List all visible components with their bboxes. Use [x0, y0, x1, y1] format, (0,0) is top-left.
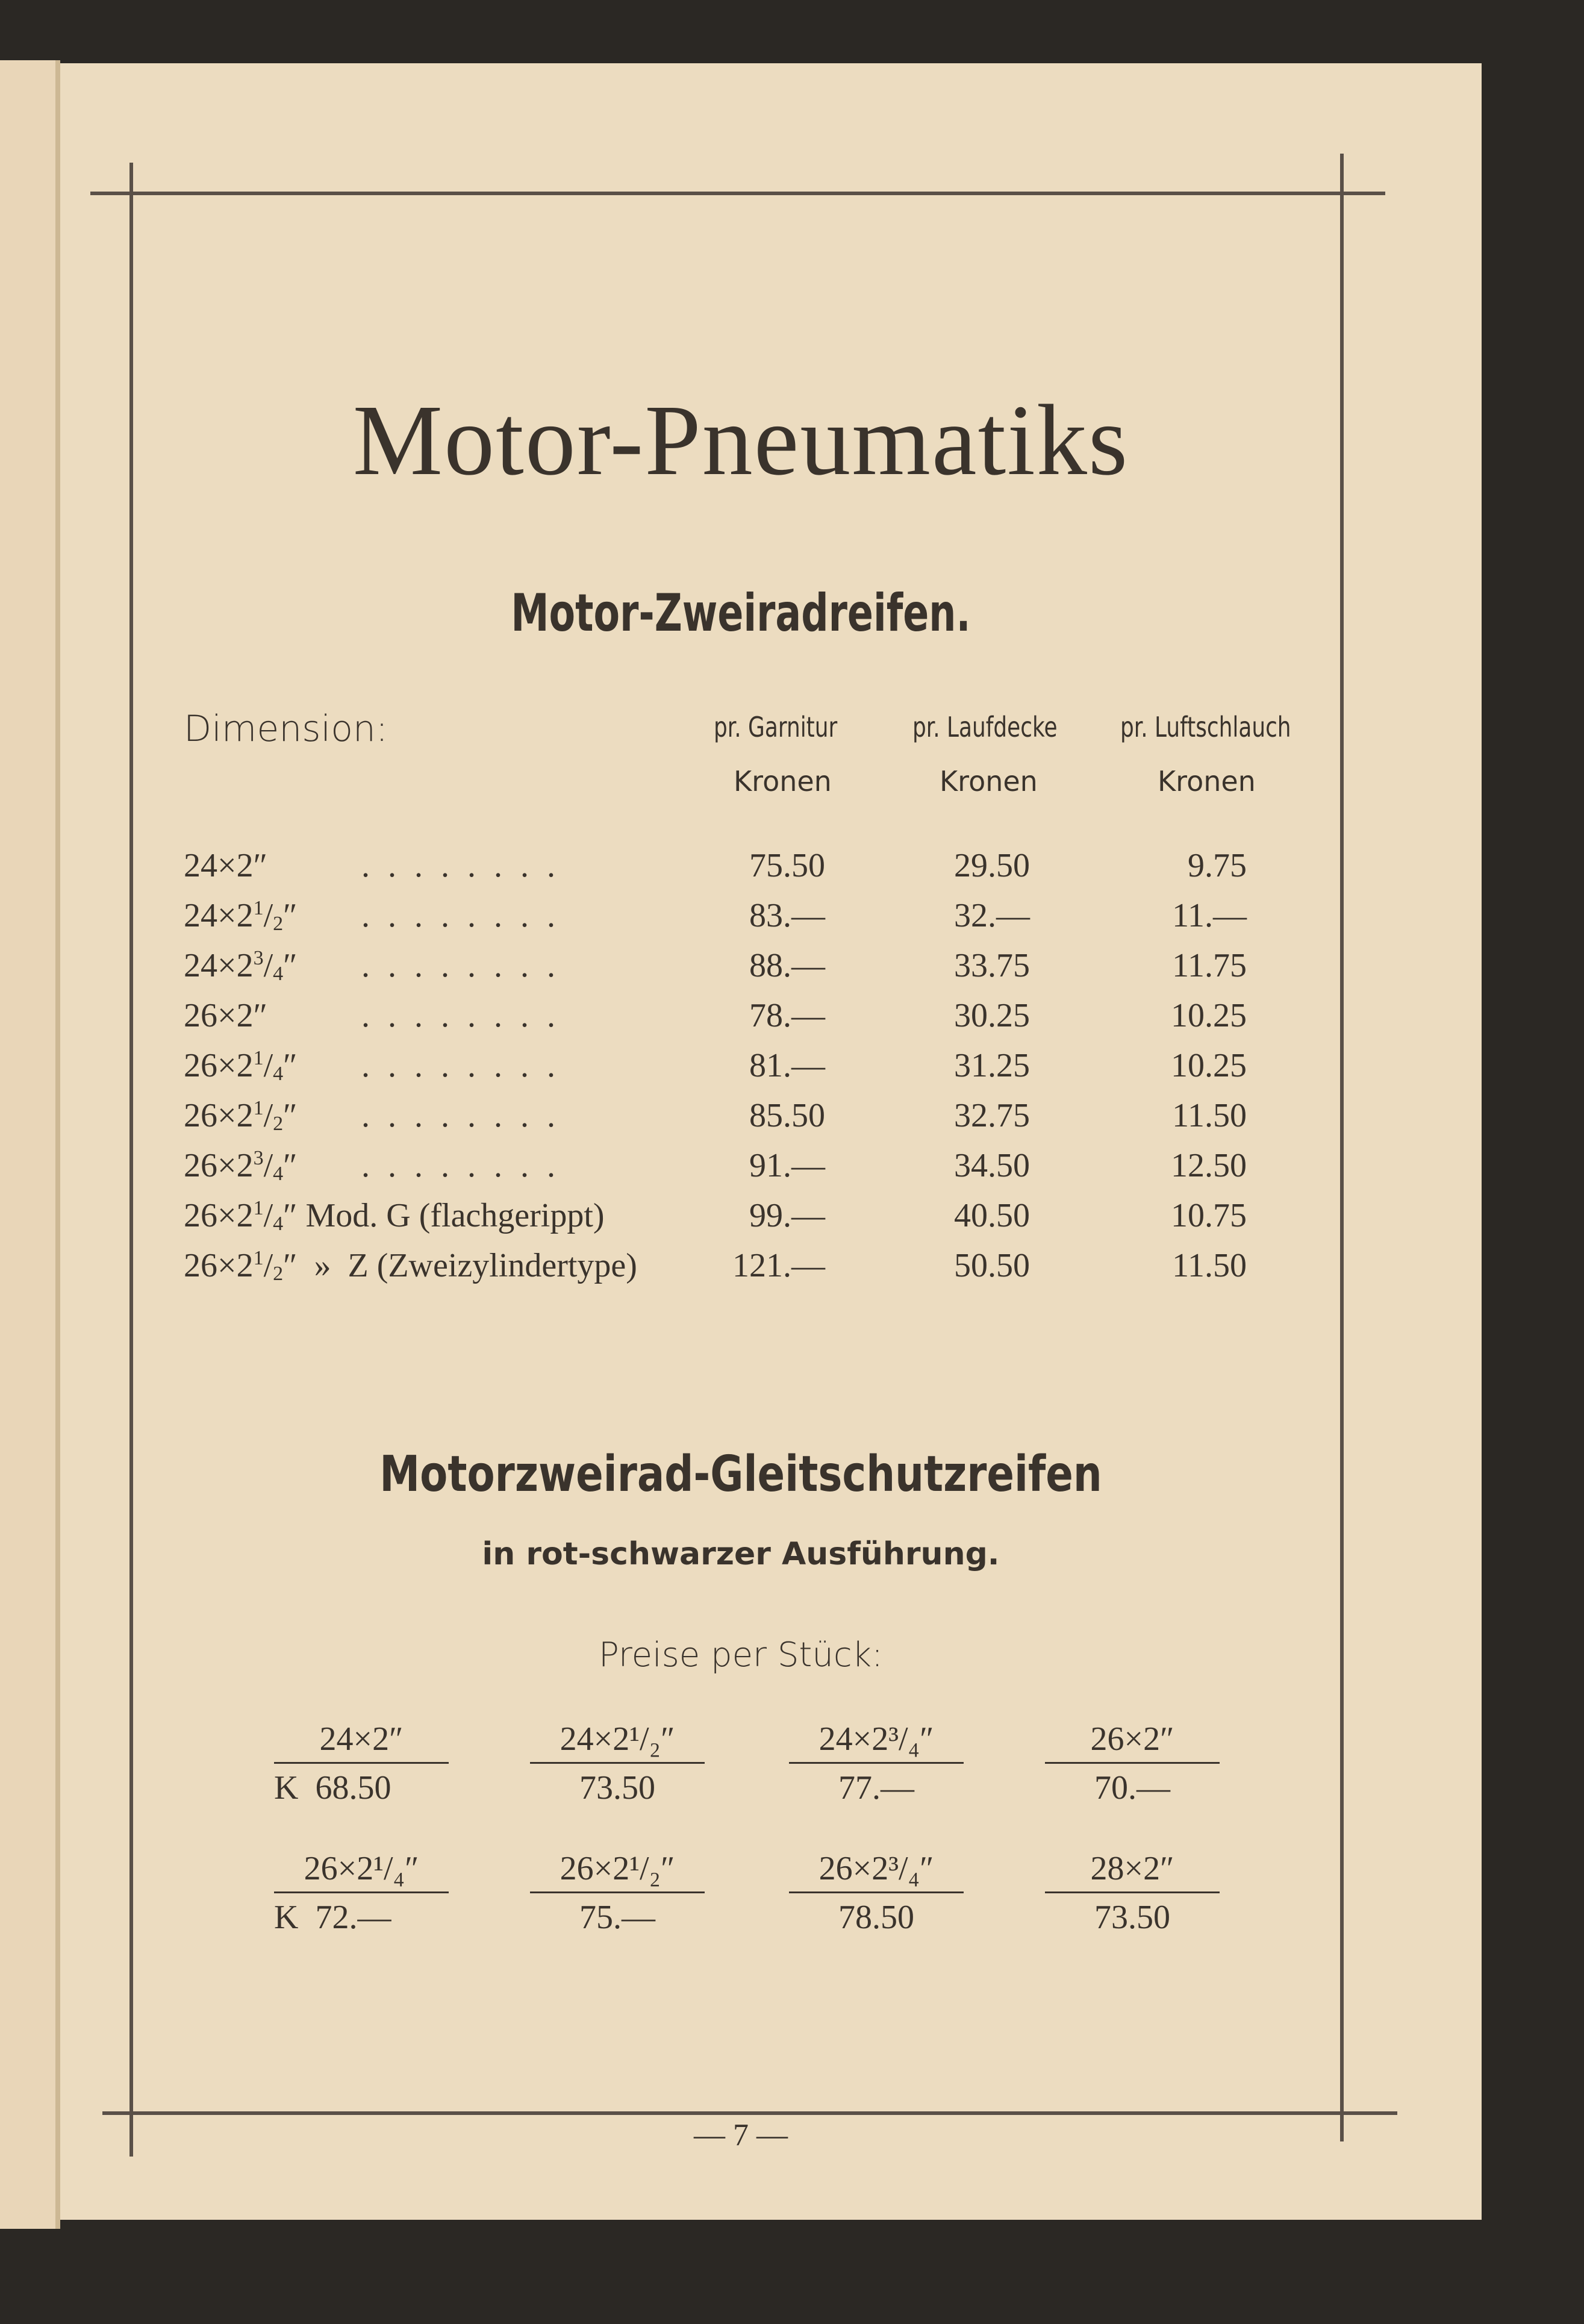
dimension-base: 26×2	[184, 1197, 254, 1234]
price-item	[789, 1849, 964, 1937]
price-laufdecke: 50.50	[954, 1247, 1030, 1284]
price-item	[530, 1720, 705, 1807]
price-item	[530, 1849, 705, 1937]
page-title: Motor-Pneumatiks	[352, 384, 1129, 496]
leader-dots: ........	[361, 997, 573, 1034]
price-garnitur: 78.—	[749, 997, 825, 1034]
table-row	[0, 1246, 1482, 1295]
dimension-suffix: ″ » Z (Zweizylindertype)	[283, 1247, 637, 1284]
unit-luftschlauch: Kronen	[1158, 765, 1256, 798]
section2-heading: Motorzweirad-Gleitschutzreifen	[379, 1446, 1102, 1503]
price-amount: 78.50	[838, 1899, 914, 1936]
tire-dimension	[184, 1246, 637, 1285]
fraction-denominator: 4	[273, 1213, 284, 1235]
dimension-base: 26×2	[184, 1247, 254, 1284]
price-laufdecke: 34.50	[954, 1147, 1030, 1184]
table-row	[0, 1196, 1482, 1245]
tire-dimension	[184, 896, 297, 936]
unit-laufdecke: Kronen	[940, 765, 1038, 798]
dimension-suffix: ″	[283, 1147, 298, 1184]
fraction-denominator: 2	[273, 1263, 284, 1285]
price-item	[274, 1849, 449, 1937]
fraction-denominator: 2	[273, 1113, 284, 1135]
frame-bottom	[102, 2111, 1397, 2115]
fraction-slash: /	[263, 1247, 273, 1284]
column-header-garnitur: pr. Garnitur	[714, 711, 838, 743]
tire-dimension	[184, 1096, 297, 1135]
price-size: 24×2¹/₂″	[530, 1720, 705, 1764]
dimension-base: 24×2	[184, 897, 254, 934]
dimension-base: 26×2	[184, 1147, 254, 1184]
table-row	[0, 946, 1482, 995]
dimension-suffix: ″	[283, 1097, 298, 1134]
price-garnitur: 88.—	[749, 947, 825, 984]
price-luftschlauch: 10.75	[1171, 1197, 1247, 1234]
price-garnitur: 99.—	[749, 1197, 825, 1234]
fraction-slash: /	[263, 1197, 273, 1234]
frame-top	[90, 192, 1385, 195]
price-item	[1045, 1849, 1220, 1937]
price-amount: 75.—	[579, 1899, 655, 1936]
fraction-numerator: 1	[253, 897, 264, 919]
price-laufdecke: 32.—	[954, 897, 1030, 934]
unit-garnitur: Kronen	[734, 765, 832, 798]
price-amount: K 68.50	[274, 1769, 391, 1807]
tire-dimension	[184, 846, 267, 885]
tire-dimension	[184, 946, 297, 986]
price-laufdecke: 31.25	[954, 1047, 1030, 1084]
price-luftschlauch: 10.25	[1171, 1047, 1247, 1084]
fraction-denominator: 4	[273, 1163, 284, 1185]
price-amount: K 72.—	[274, 1899, 391, 1936]
dimension-suffix: ″ Mod. G (flachgerippt)	[283, 1197, 605, 1234]
fraction-slash: /	[263, 1147, 273, 1184]
price-laufdecke: 40.50	[954, 1197, 1030, 1234]
fraction-denominator: 4	[273, 1063, 284, 1085]
fraction-denominator: 4	[273, 963, 284, 985]
dimension-suffix: ″	[283, 897, 298, 934]
price-luftschlauch: 11.75	[1172, 947, 1247, 984]
price-item	[274, 1720, 449, 1807]
fraction-numerator: 1	[253, 1197, 264, 1219]
fraction-numerator: 1	[253, 1247, 264, 1269]
price-luftschlauch: 11.50	[1172, 1247, 1247, 1284]
table-row	[0, 896, 1482, 945]
price-size: 26×2¹/₄″	[274, 1849, 449, 1893]
preise-label: Preise per Stück:	[599, 1635, 883, 1675]
dimension-suffix: ″	[283, 947, 298, 984]
price-laufdecke: 29.50	[954, 847, 1030, 884]
leader-dots: ........	[361, 1047, 573, 1084]
page-number: — 7 —	[694, 2118, 788, 2152]
price-luftschlauch: 11.50	[1172, 1097, 1247, 1134]
price-size: 24×2″	[274, 1720, 449, 1764]
table-row	[0, 1146, 1482, 1195]
leader-dots: ........	[361, 1147, 573, 1184]
price-item	[1045, 1720, 1220, 1807]
fraction-slash: /	[263, 1047, 273, 1084]
fraction-numerator: 3	[253, 947, 264, 969]
fraction-slash: /	[263, 947, 273, 984]
leader-dots: ........	[361, 947, 573, 984]
price-luftschlauch: 10.25	[1171, 997, 1247, 1034]
column-header-luftschlauch: pr. Luftschlauch	[1120, 711, 1291, 743]
table-row	[0, 1096, 1482, 1145]
leader-dots: ........	[361, 847, 573, 884]
leader-dots: ........	[361, 1097, 573, 1134]
tire-dimension	[184, 1196, 605, 1235]
price-garnitur: 75.50	[749, 847, 825, 884]
price-garnitur: 91.—	[749, 1147, 825, 1184]
price-size: 28×2″	[1045, 1849, 1220, 1893]
price-garnitur: 83.—	[749, 897, 825, 934]
price-luftschlauch: 9.75	[1188, 847, 1247, 884]
tire-dimension	[184, 1046, 297, 1085]
price-garnitur: 85.50	[749, 1097, 825, 1134]
price-luftschlauch: 11.—	[1172, 897, 1247, 934]
dimension-suffix: ″	[283, 1047, 298, 1084]
dimension-base: 26×2″	[184, 997, 267, 1034]
price-size: 24×2³/₄″	[789, 1720, 964, 1764]
price-size: 26×2³/₄″	[789, 1849, 964, 1893]
price-size: 26×2¹/₂″	[530, 1849, 705, 1893]
fraction-slash: /	[263, 1097, 273, 1134]
table-row	[0, 996, 1482, 1045]
price-luftschlauch: 12.50	[1171, 1147, 1247, 1184]
price-garnitur: 81.—	[749, 1047, 825, 1084]
price-amount: 77.—	[838, 1769, 914, 1807]
dimension-base: 26×2	[184, 1097, 254, 1134]
dimension-base: 24×2	[184, 947, 254, 984]
price-laufdecke: 30.25	[954, 997, 1030, 1034]
fraction-numerator: 1	[253, 1097, 264, 1119]
dimension-base: 24×2″	[184, 847, 267, 884]
table-row	[0, 1046, 1482, 1095]
dimension-base: 26×2	[184, 1047, 254, 1084]
price-amount: 73.50	[579, 1769, 655, 1807]
column-header-laufdecke: pr. Laufdecke	[912, 711, 1058, 743]
price-item	[789, 1720, 964, 1807]
section-title: Motor-Zweiradreifen.	[511, 583, 971, 643]
section2-subheading: in rot-schwarzer Ausführung.	[482, 1536, 1000, 1572]
price-amount: 73.50	[1094, 1899, 1170, 1936]
tire-dimension	[184, 996, 267, 1035]
price-size: 26×2″	[1045, 1720, 1220, 1764]
fraction-numerator: 1	[253, 1047, 264, 1069]
price-garnitur: 121.—	[732, 1247, 825, 1284]
fraction-numerator: 3	[253, 1147, 264, 1169]
fraction-slash: /	[263, 897, 273, 934]
price-laufdecke: 32.75	[954, 1097, 1030, 1134]
leader-dots: ........	[361, 897, 573, 934]
table-row	[0, 846, 1482, 895]
fraction-denominator: 2	[273, 913, 284, 935]
dimension-label: Dimension:	[184, 708, 388, 750]
price-laufdecke: 33.75	[954, 947, 1030, 984]
tire-dimension	[184, 1146, 297, 1185]
price-amount: 70.—	[1094, 1769, 1170, 1807]
